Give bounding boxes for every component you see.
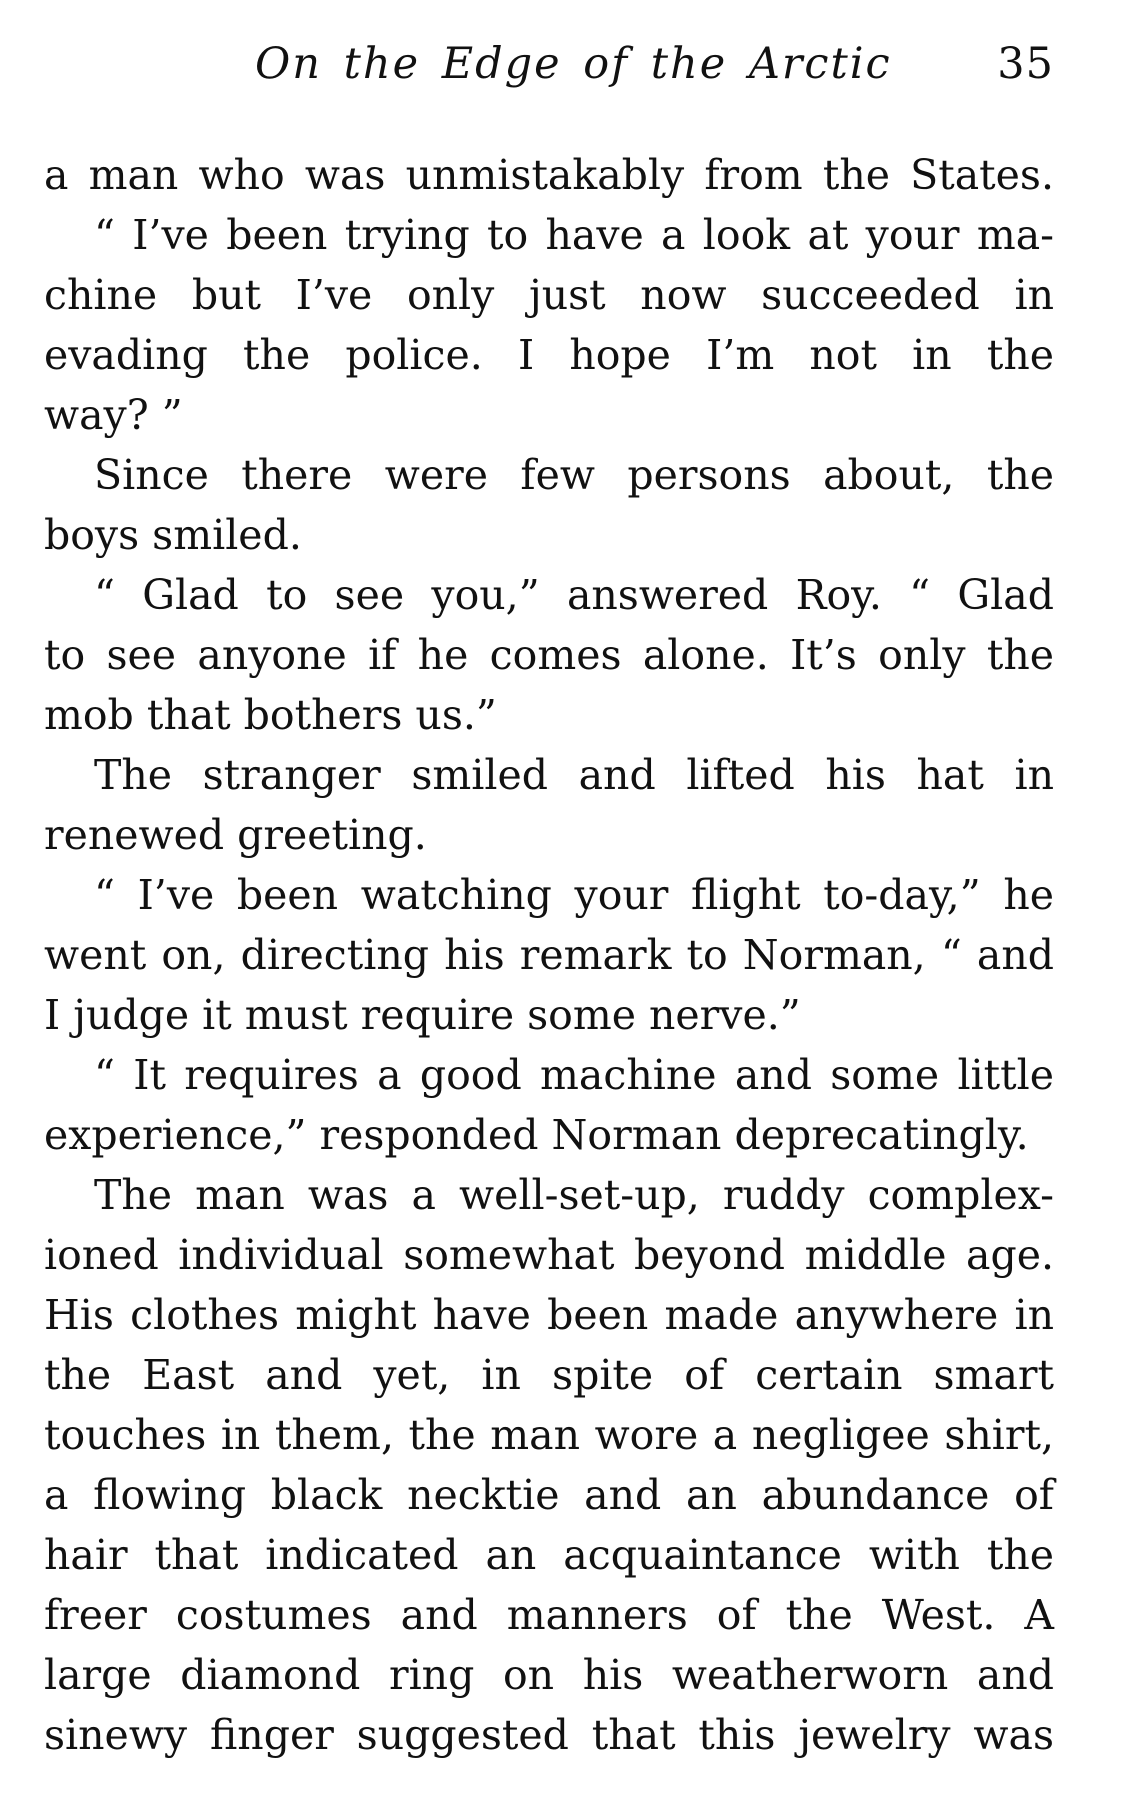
- text-line: The man was a well-set-up, ruddy complex-: [94, 1171, 1054, 1219]
- text-line: evading the police. I hope I’m not in the: [44, 331, 1054, 379]
- text-line: “ I’ve been watching your flight to-day,” he: [94, 871, 1054, 919]
- text-line: the East and yet, in spite of certain smart: [44, 1351, 1054, 1399]
- running-header: [0, 34, 1124, 94]
- text-line: “ Glad to see you,” answered Roy. “ Glad: [94, 571, 1054, 619]
- text-line: ioned individual somewhat beyond middle age.: [44, 1231, 1054, 1279]
- text-line: The stranger smiled and lifted his hat in: [94, 751, 1054, 799]
- text-line: experience,” responded Norman deprecatingly.: [44, 1111, 1029, 1159]
- text-line: “ I’ve been trying to have a look at your ma-: [94, 211, 1054, 259]
- text-line: way? ”: [44, 391, 183, 439]
- text-line: sinewy finger suggested that this jewelry was: [44, 1711, 1054, 1759]
- text-line: His clothes might have been made anywhere in: [44, 1291, 1054, 1339]
- text-line: hair that indicated an acquaintance with the: [44, 1531, 1054, 1579]
- text-line: renewed greeting.: [44, 811, 427, 859]
- text-line: I judge it must require some nerve.”: [44, 991, 801, 1039]
- text-line: Since there were few persons about, the: [94, 451, 1054, 499]
- running-title: On the Edge of the Arctic: [255, 39, 892, 89]
- text-line: boys smiled.: [44, 511, 302, 559]
- text-line: freer costumes and manners of the West. A: [44, 1591, 1054, 1639]
- text-line: “ It requires a good machine and some little: [94, 1051, 1054, 1099]
- page-number: 35: [997, 39, 1054, 89]
- text-line: chine but I’ve only just now succeeded in: [44, 271, 1054, 319]
- text-line: large diamond ring on his weatherworn and: [44, 1651, 1054, 1699]
- text-line: to see anyone if he comes alone. It’s only the: [44, 631, 1054, 679]
- body-text: [44, 145, 1054, 1765]
- text-line: touches in them, the man wore a negligee shirt,: [44, 1411, 1054, 1459]
- text-line: a man who was unmistakably from the States.: [44, 151, 1054, 199]
- text-line: went on, directing his remark to Norman, “ and: [44, 931, 1054, 979]
- text-line: a flowing black necktie and an abundance of: [44, 1471, 1054, 1519]
- text-line: mob that bothers us.”: [44, 691, 497, 739]
